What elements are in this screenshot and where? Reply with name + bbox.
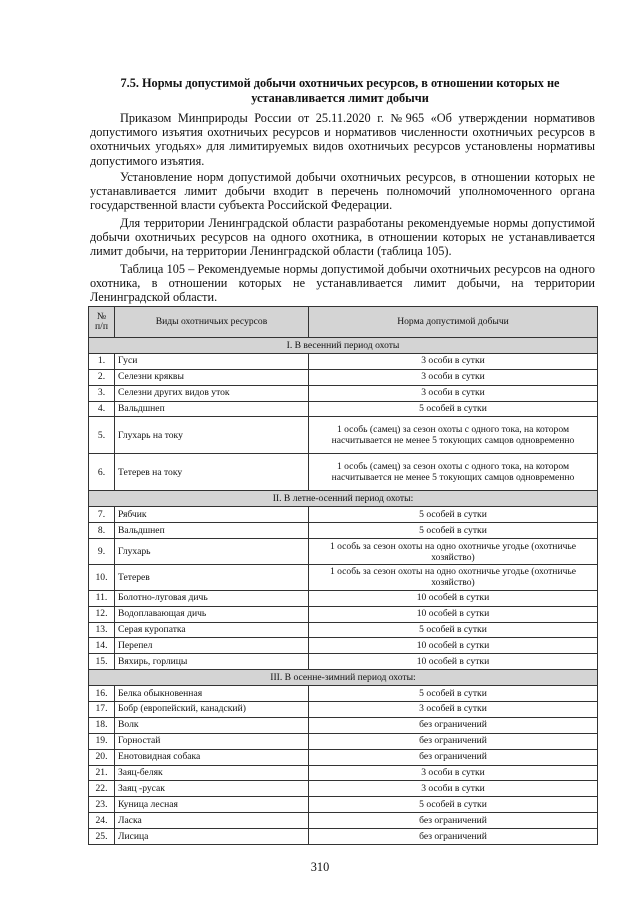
row-number: 18. bbox=[89, 717, 115, 733]
table-row bbox=[89, 829, 598, 845]
table-row bbox=[89, 733, 598, 749]
row-number: 4. bbox=[89, 401, 115, 417]
row-number: 17. bbox=[89, 701, 115, 717]
row-species: Ласка bbox=[115, 813, 309, 829]
header-number: № п/п bbox=[89, 307, 115, 338]
row-number: 14. bbox=[89, 638, 115, 654]
row-norm: 3 особи в сутки bbox=[309, 353, 598, 369]
table-row bbox=[89, 385, 598, 401]
row-number: 2. bbox=[89, 369, 115, 385]
row-norm: 3 особи в сутки bbox=[309, 765, 598, 781]
table-row bbox=[89, 507, 598, 523]
row-number: 25. bbox=[89, 829, 115, 845]
table-header-row bbox=[89, 307, 598, 338]
table-row bbox=[89, 749, 598, 765]
section-label: I. В весенний период охоты bbox=[89, 338, 598, 354]
row-norm: без ограничений bbox=[309, 717, 598, 733]
page-number: 310 bbox=[310, 860, 330, 874]
row-norm: без ограничений bbox=[309, 829, 598, 845]
row-norm: 1 особь за сезон охоты на одно охотничье угодье (охотничье хозяйство) bbox=[309, 539, 598, 565]
row-species: Заяц-беляк bbox=[115, 765, 309, 781]
row-species: Волк bbox=[115, 717, 309, 733]
row-number: 8. bbox=[89, 523, 115, 539]
row-number: 9. bbox=[89, 539, 115, 565]
row-species: Тетерев на току bbox=[115, 454, 309, 491]
row-number: 22. bbox=[89, 781, 115, 797]
row-norm: 10 особей в сутки bbox=[309, 606, 598, 622]
section-label: III. В осенне-зимний период охоты: bbox=[89, 670, 598, 686]
row-number: 5. bbox=[89, 417, 115, 454]
row-number: 13. bbox=[89, 622, 115, 638]
row-number: 19. bbox=[89, 733, 115, 749]
row-species: Белка обыкновенная bbox=[115, 686, 309, 702]
row-number: 6. bbox=[89, 454, 115, 491]
section-title: 7.5. Нормы допустимой добычи охотничьих ресурсов, в отношении которых не устанавливается лимит добычи bbox=[120, 76, 560, 105]
row-species: Селезни кряквы bbox=[115, 369, 309, 385]
row-species: Лисица bbox=[115, 829, 309, 845]
row-norm: 5 особей в сутки bbox=[309, 622, 598, 638]
row-norm: 3 особи в сутки bbox=[309, 369, 598, 385]
row-norm: 10 особей в сутки bbox=[309, 590, 598, 606]
row-species: Заяц -русак bbox=[115, 781, 309, 797]
row-number: 12. bbox=[89, 606, 115, 622]
row-norm: 3 особи в сутки bbox=[309, 781, 598, 797]
row-norm: 5 особей в сутки bbox=[309, 507, 598, 523]
row-species: Гуси bbox=[115, 353, 309, 369]
paragraph-order-reference: Приказом Минприроды России от 25.11.2020 г. №965 «Об утверждении нормативов допустимого изъятия охотничьих ресурсов и нормативов численности охотничьих ресурсов в охотничьих угодьях» для лимитируемых видов охотничьих ресурсов установлены нормативы допустимого изъятия. bbox=[90, 111, 595, 168]
table-row bbox=[89, 813, 598, 829]
row-species: Тетерев bbox=[115, 564, 309, 590]
row-number: 3. bbox=[89, 385, 115, 401]
row-species: Вяхирь, горлицы bbox=[115, 654, 309, 670]
table-row bbox=[89, 686, 598, 702]
row-norm: 1 особь (самец) за сезон охоты с одного тока, на котором насчитывается не менее 5 токующих самцов одновременно bbox=[309, 417, 598, 454]
row-norm: 10 особей в сутки bbox=[309, 654, 598, 670]
row-species: Рябчик bbox=[115, 507, 309, 523]
table-row bbox=[89, 654, 598, 670]
table-row bbox=[89, 523, 598, 539]
table-row bbox=[89, 765, 598, 781]
row-species: Горностай bbox=[115, 733, 309, 749]
row-norm: 1 особь за сезон охоты на одно охотничье угодье (охотничье хозяйство) bbox=[309, 564, 598, 590]
table-row bbox=[89, 353, 598, 369]
table-caption: Таблица 105 – Рекомендуемые нормы допустимой добычи охотничьих ресурсов на одного охотника, в отношении которых не устанавливается лимит добычи, на территории Ленинградской области. bbox=[90, 262, 595, 305]
table-row bbox=[89, 417, 598, 454]
section-row-autumn-winter bbox=[89, 670, 598, 686]
row-number: 11. bbox=[89, 590, 115, 606]
row-norm: 5 особей в сутки bbox=[309, 523, 598, 539]
row-norm: 5 особей в сутки bbox=[309, 401, 598, 417]
row-species: Серая куропатка bbox=[115, 622, 309, 638]
row-species: Болотно-луговая дичь bbox=[115, 590, 309, 606]
row-norm: без ограничений bbox=[309, 813, 598, 829]
row-number: 10. bbox=[89, 564, 115, 590]
row-norm: 5 особей в сутки bbox=[309, 797, 598, 813]
row-norm: 3 особи в сутки bbox=[309, 385, 598, 401]
row-norm: без ограничений bbox=[309, 749, 598, 765]
table-row bbox=[89, 797, 598, 813]
table-row bbox=[89, 622, 598, 638]
row-species: Глухарь bbox=[115, 539, 309, 565]
row-number: 16. bbox=[89, 686, 115, 702]
row-number: 7. bbox=[89, 507, 115, 523]
paragraph-leningrad-region: Для территории Ленинградской области разработаны рекомендуемые нормы допустимой добычи охотничьих ресурсов на одного охотника, в отношении которых не устанавливается лимит добычи, на территории Ленинградской области (таблица 105). bbox=[90, 216, 595, 259]
table-row bbox=[89, 781, 598, 797]
row-norm: 1 особь (самец) за сезон охоты с одного тока, на котором насчитывается не менее 5 токующих самцов одновременно bbox=[309, 454, 598, 491]
table-row bbox=[89, 638, 598, 654]
table-row bbox=[89, 401, 598, 417]
section-label: II. В летне-осенний период охоты: bbox=[89, 491, 598, 507]
row-species: Вальдшнеп bbox=[115, 401, 309, 417]
row-species: Глухарь на току bbox=[115, 417, 309, 454]
table-row bbox=[89, 717, 598, 733]
table-row bbox=[89, 539, 598, 565]
row-species: Вальдшнеп bbox=[115, 523, 309, 539]
row-species: Енотовидная собака bbox=[115, 749, 309, 765]
row-number: 24. bbox=[89, 813, 115, 829]
table-row bbox=[89, 590, 598, 606]
table-row bbox=[89, 454, 598, 491]
row-number: 1. bbox=[89, 353, 115, 369]
row-species: Селезни других видов уток bbox=[115, 385, 309, 401]
row-norm: без ограничений bbox=[309, 733, 598, 749]
row-number: 21. bbox=[89, 765, 115, 781]
row-norm: 10 особей в сутки bbox=[309, 638, 598, 654]
row-species: Водоплавающая дичь bbox=[115, 606, 309, 622]
row-norm: 5 особей в сутки bbox=[309, 686, 598, 702]
row-number: 15. bbox=[89, 654, 115, 670]
row-number: 20. bbox=[89, 749, 115, 765]
row-species: Бобр (европейский, канадский) bbox=[115, 701, 309, 717]
header-norm: Норма допустимой добычи bbox=[309, 307, 598, 338]
table-row bbox=[89, 606, 598, 622]
table-row bbox=[89, 369, 598, 385]
table-row bbox=[89, 564, 598, 590]
norms-table bbox=[88, 306, 598, 845]
row-species: Куница лесная bbox=[115, 797, 309, 813]
row-species: Перепел bbox=[115, 638, 309, 654]
section-row-summer-autumn bbox=[89, 491, 598, 507]
row-norm: 3 особей в сутки bbox=[309, 701, 598, 717]
row-number: 23. bbox=[89, 797, 115, 813]
section-row-spring bbox=[89, 338, 598, 354]
paragraph-authority: Установление норм допустимой добычи охотничьих ресурсов, в отношении которых не устанавливается лимит добычи входит в перечень полномочий уполномоченного органа государственной власти субъекта Российской Федерации. bbox=[90, 170, 595, 213]
header-species: Виды охотничьих ресурсов bbox=[115, 307, 309, 338]
table-row bbox=[89, 701, 598, 717]
